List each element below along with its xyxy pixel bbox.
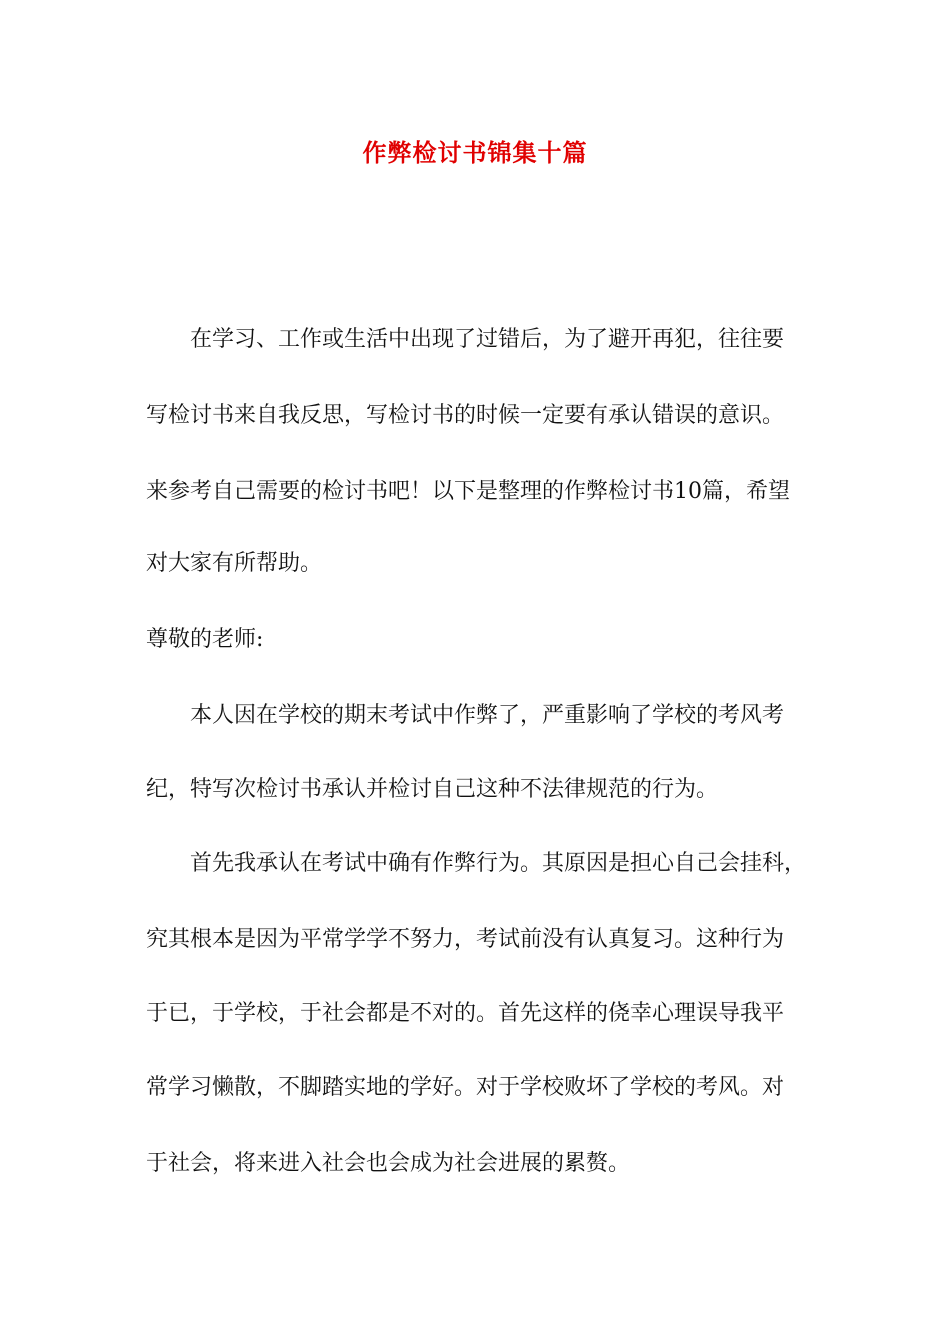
paragraph1-line: 本人因在学校的期末考试中作弊了，严重影响了学校的考风考 — [190, 703, 785, 728]
paragraph2-line: 首先我承认在考试中确有作弊行为。其原因是担心自己会挂科， — [190, 851, 807, 876]
salutation: 尊敬的老师: — [146, 627, 264, 652]
paragraph2-line: 常学习懒散，不脚踏实地的学好。对于学校败坏了学校的考风。对 — [146, 1075, 785, 1100]
document-title: 作弊检讨书锦集十篇 — [362, 138, 588, 167]
intro-line: 对大家有所帮助。 — [146, 551, 323, 576]
paragraph1-line: 纪，特写次检讨书承认并检讨自己这种不法律规范的行为。 — [146, 777, 719, 802]
intro-line: 写检讨书来自我反思，写检讨书的时候一定要有承认错误的意识。 — [146, 403, 785, 428]
paragraph2-line: 于已，于学校，于社会都是不对的。首先这样的侥幸心理误导我平 — [146, 1001, 785, 1026]
paragraph2-line: 于社会，将来进入社会也会成为社会进展的累赘。 — [146, 1151, 631, 1176]
intro-line: 在学习、工作或生活中出现了过错后，为了避开再犯，往往要 — [190, 327, 785, 352]
paragraph2-line: 究其根本是因为平常学学不努力，考试前没有认真复习。这种行为 — [146, 927, 785, 952]
intro-line: 来参考自己需要的检讨书吧！以下是整理的作弊检讨书10篇，希望 — [146, 479, 790, 504]
